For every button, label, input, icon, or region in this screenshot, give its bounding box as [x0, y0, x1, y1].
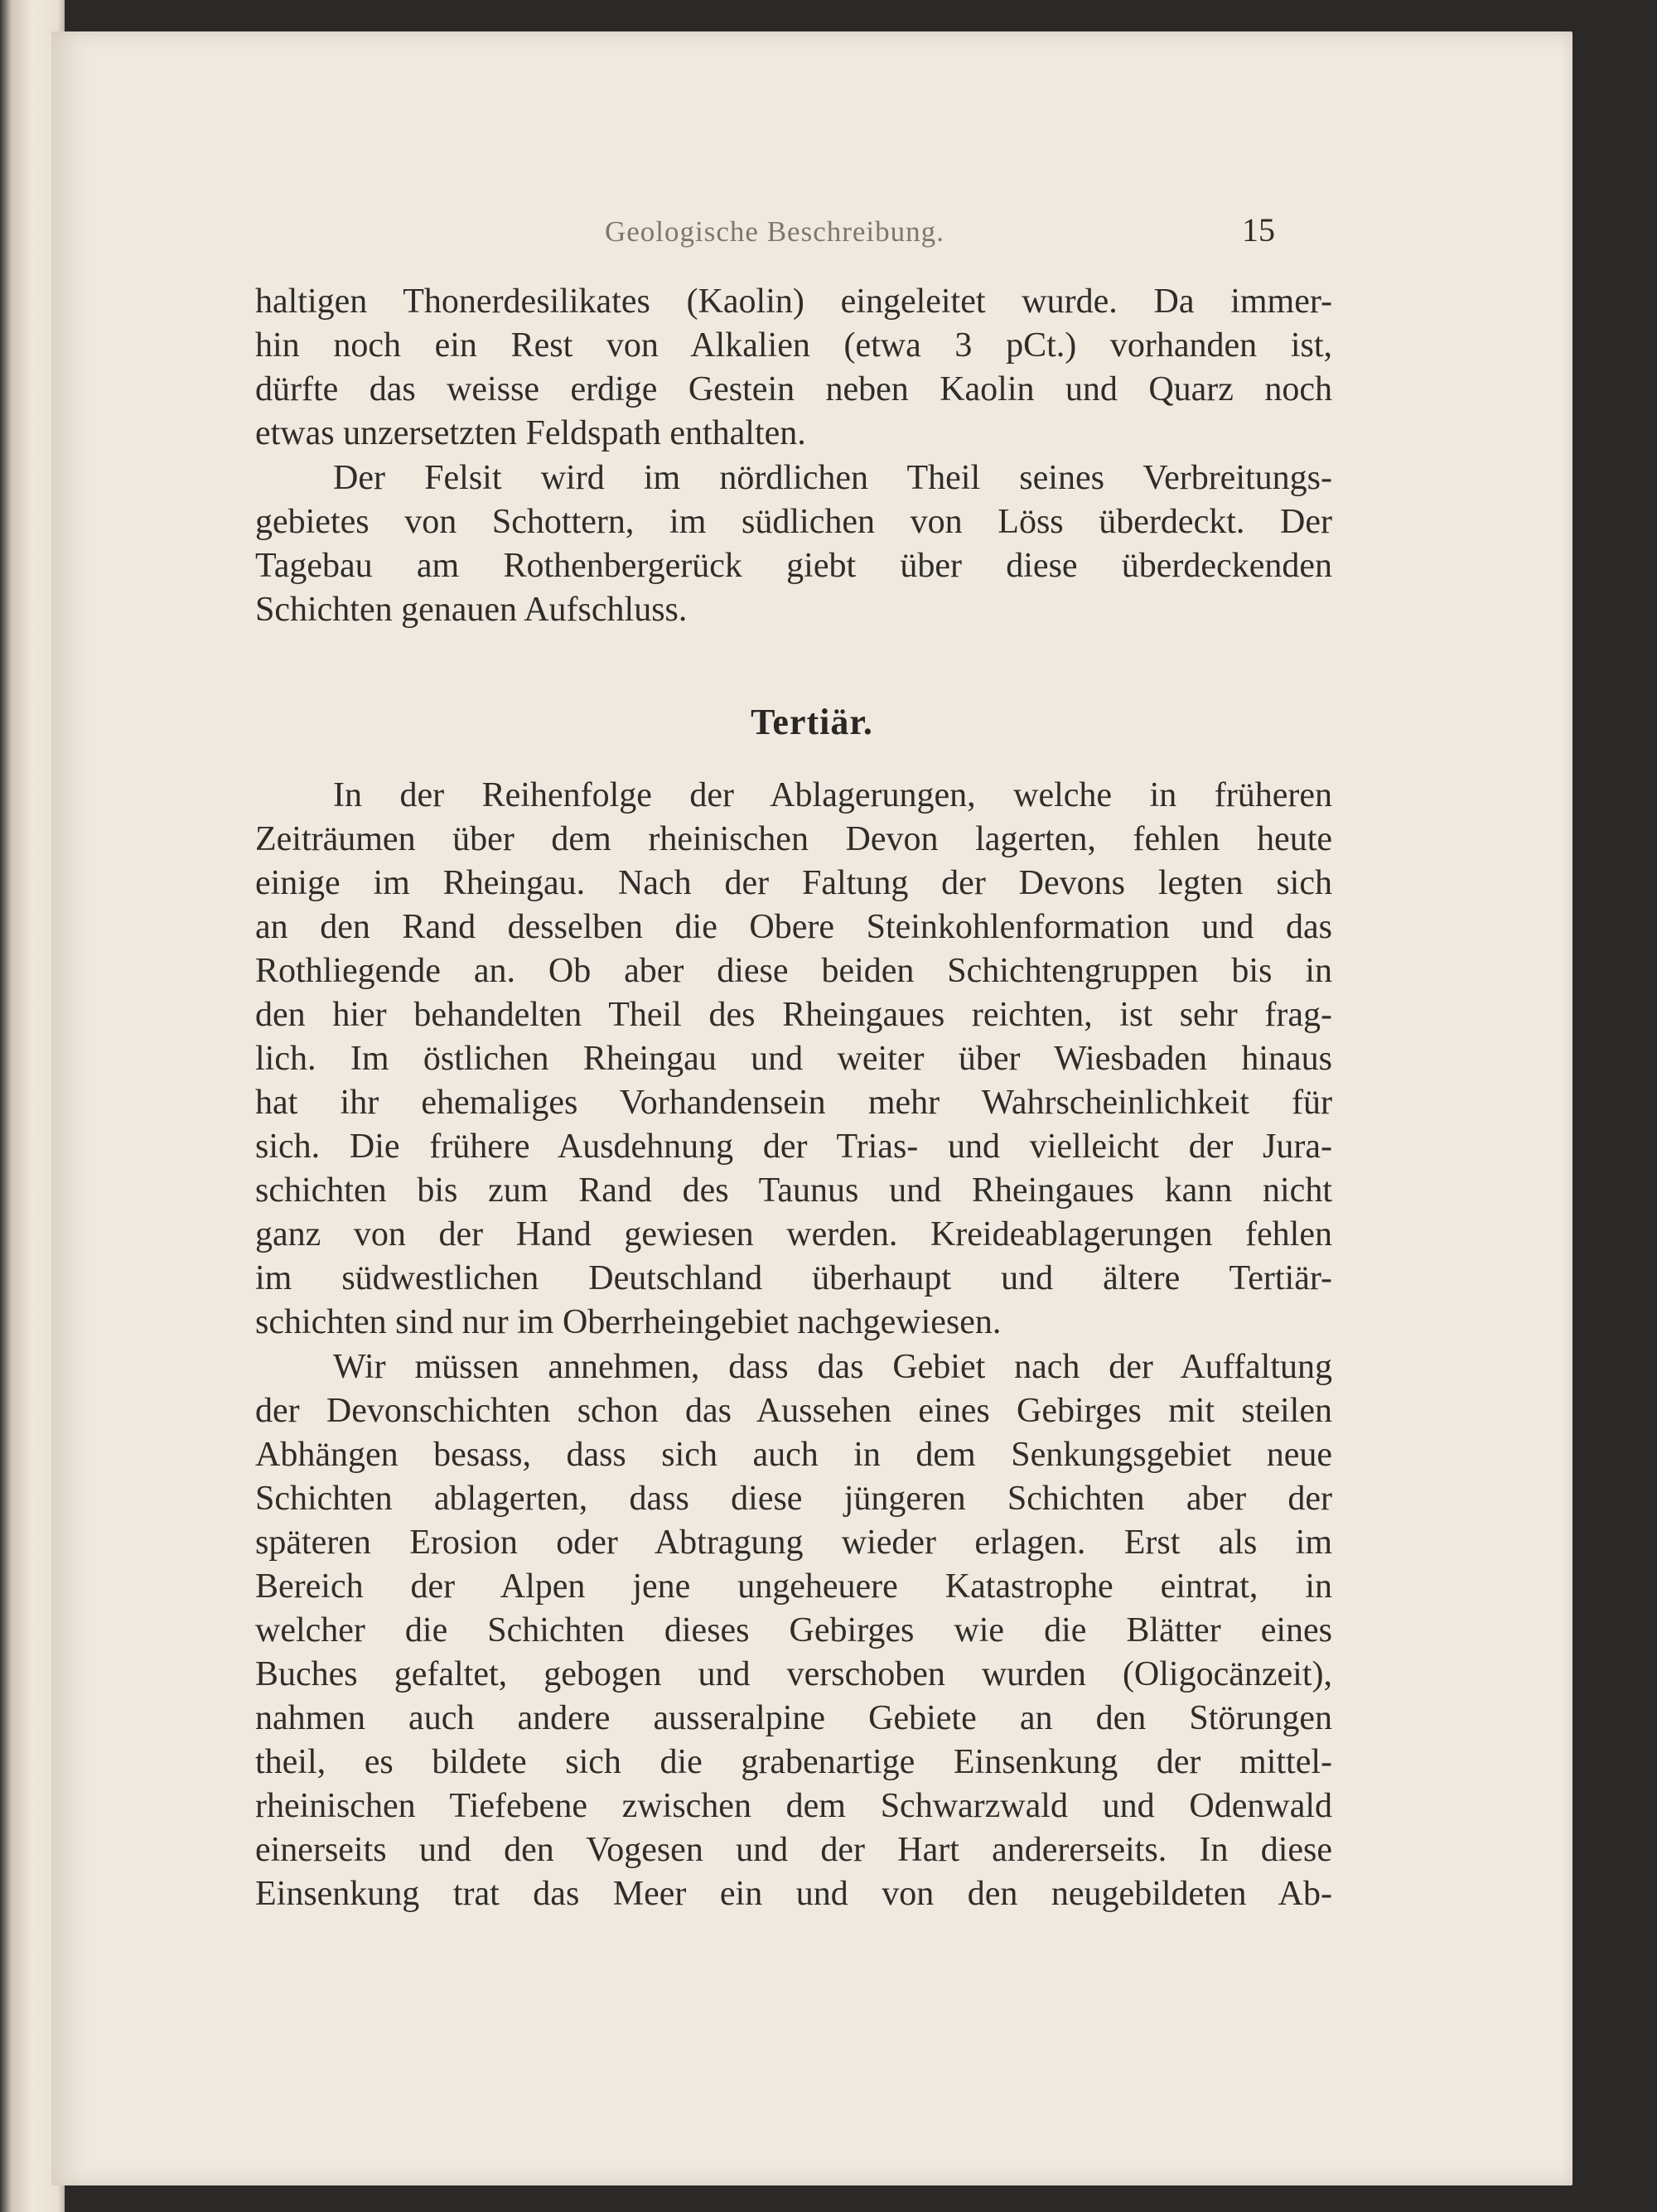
text-line: Tagebau am Rothenbergerück giebt über diese überdeckenden: [255, 547, 1332, 585]
text-line: Der Felsit wird im nördlichen Theil seines Verbreitungs-: [333, 459, 1332, 497]
text-line: lich. Im östlichen Rheingau und weiter über Wiesbaden hinaus: [255, 1040, 1332, 1078]
text-line: Bereich der Alpen jene ungeheuere Katastrophe eintrat, in: [255, 1567, 1332, 1606]
text-line: rheinischen Tiefebene zwischen dem Schwarzwald und Odenwald: [255, 1787, 1332, 1825]
text-line: einige im Rheingau. Nach der Faltung der Devons legten sich: [255, 864, 1332, 902]
text-line: an den Rand desselben die Obere Steinkohlenformation und das: [255, 908, 1332, 946]
text-line: späteren Erosion oder Abtragung wieder erlagen. Erst als im: [255, 1524, 1332, 1562]
text-line: nahmen auch andere ausseralpine Gebiete an den Störungen: [255, 1699, 1332, 1737]
text-line: ganz von der Hand gewiesen werden. Kreideablagerungen fehlen: [255, 1215, 1332, 1253]
text-line: sich. Die frühere Ausdehnung der Trias- und vielleicht der Jura-: [255, 1128, 1332, 1166]
text-line: Schichten genauen Aufschluss.: [255, 591, 688, 629]
running-head: [51, 211, 1572, 249]
text-line: In der Reihenfolge der Ablagerungen, welche in früheren: [333, 776, 1332, 814]
text-line: welcher die Schichten dieses Gebirges wie die Blätter eines: [255, 1611, 1332, 1649]
text-line: schichten sind nur im Oberrheingebiet nachgewiesen.: [255, 1303, 1002, 1341]
text-line: schichten bis zum Rand des Taunus und Rheingaues kann nicht: [255, 1171, 1332, 1210]
text-line: einerseits und den Vogesen und der Hart andererseits. In diese: [255, 1831, 1332, 1869]
text-line: Abhängen besass, dass sich auch in dem Senkungsgebiet neue: [255, 1436, 1332, 1474]
book-page: [51, 31, 1572, 2185]
text-line: im südwestlichen Deutschland überhaupt und ältere Tertiär-: [255, 1259, 1332, 1297]
text-line: Einsenkung trat das Meer ein und von den neugebildeten Ab-: [255, 1875, 1332, 1913]
text-line: dürfte das weisse erdige Gestein neben Kaolin und Quarz noch: [255, 370, 1332, 408]
text-line: Zeiträumen über dem rheinischen Devon lagerten, fehlen heute: [255, 820, 1332, 858]
running-title: Geologische Beschreibung.: [605, 215, 944, 248]
text-line: hat ihr ehemaliges Vorhandensein mehr Wahrscheinlichkeit für: [255, 1084, 1332, 1122]
text-line: Buches gefaltet, gebogen und verschoben wurden (Oligocänzeit),: [255, 1655, 1332, 1693]
text-line: den hier behandelten Theil des Rheingaues reichten, ist sehr frag-: [255, 996, 1332, 1034]
text-line: haltigen Thonerdesilikates (Kaolin) eingeleitet wurde. Da immer-: [255, 283, 1332, 321]
text-line: Wir müssen annehmen, dass das Gebiet nach der Auffaltung: [333, 1348, 1332, 1386]
text-line: Schichten ablagerten, dass diese jüngeren Schichten aber der: [255, 1480, 1332, 1518]
text-line: der Devonschichten schon das Aussehen eines Gebirges mit steilen: [255, 1392, 1332, 1430]
page-number: 15: [1242, 211, 1275, 249]
text-line: Rothliegende an. Ob aber diese beiden Schichtengruppen bis in: [255, 952, 1332, 990]
text-line: etwas unzersetzten Feldspath enthalten.: [255, 414, 806, 452]
text-line: gebietes von Schottern, im südlichen von Löss überdeckt. Der: [255, 503, 1332, 541]
text-line: theil, es bildete sich die grabenartige Einsenkung der mittel-: [255, 1743, 1332, 1781]
text-line: hin noch ein Rest von Alkalien (etwa 3 pCt.) vorhanden ist,: [255, 326, 1332, 365]
section-heading: Tertiär.: [751, 702, 873, 742]
